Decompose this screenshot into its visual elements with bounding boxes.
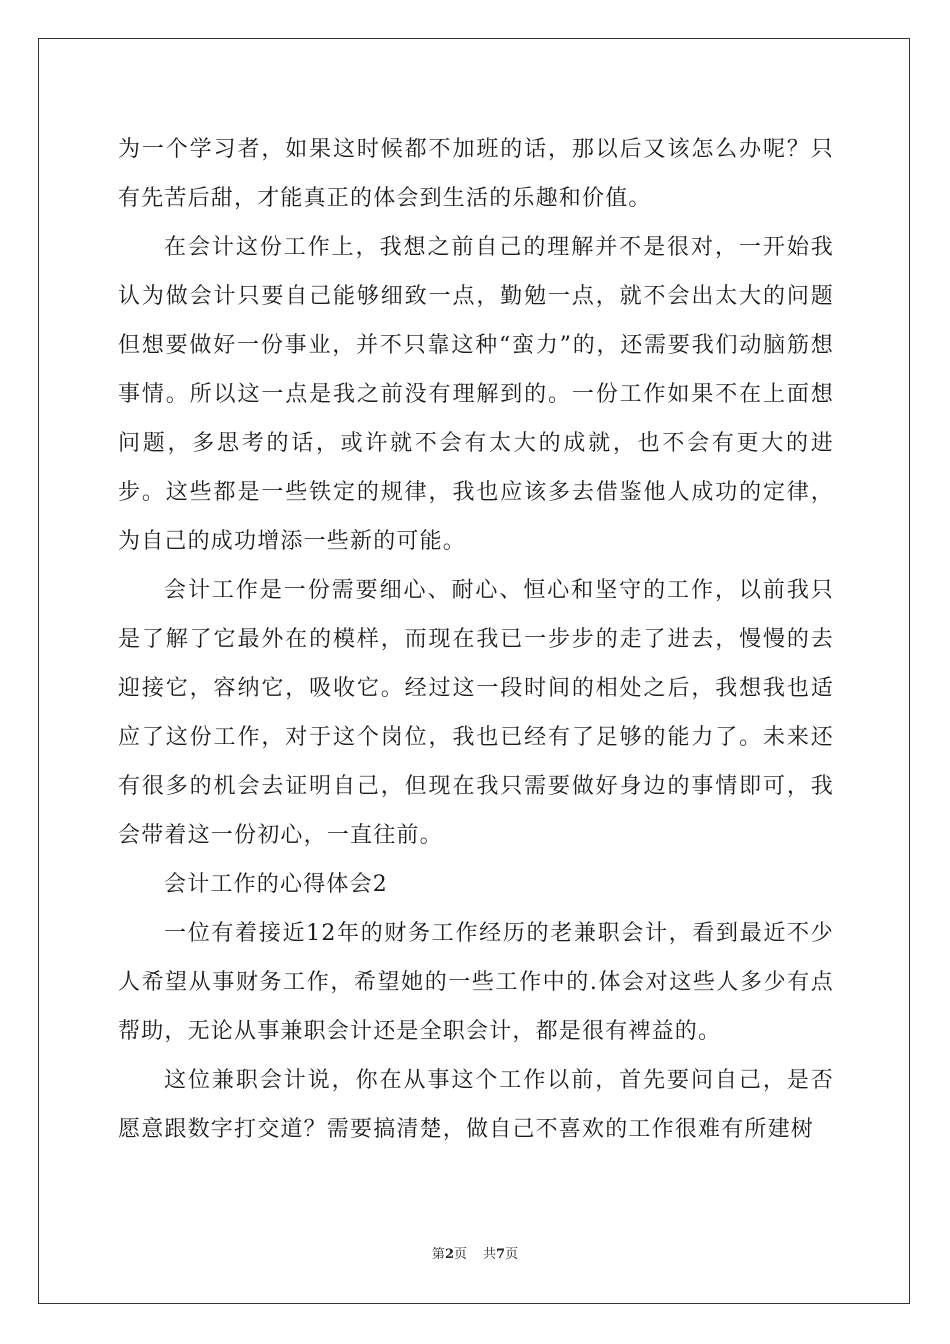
- paragraph: 在会计这份工作上，我想之前自己的理解并不是很对，一开始我认为做会计只要自己能够细致一点，勤勉一点，就不会出太大的问题但想要做好一份事业，并不只靠这种“蛮力”的，还需要我们动脑筋想事情。所以这一点是我之前没有理解到的。一份工作如果不在上面想问题，多思考的话，或许就不会有太大的成就，也不会有更大的进步。这些都是一些铁定的规律，我也应该多去借鉴他人成功的定律，为自己的成功增添一些新的可能。: [118, 235, 834, 554]
- total-suffix: 页: [505, 1247, 519, 1262]
- paragraph: 会计工作是一份需要细心、耐心、恒心和坚守的工作，以前我只是了解了它最外在的模样，而现在我已一步步的走了进去，慢慢的去迎接它，容纳它，吸收它。经过这一段时间的相处之后，我想我也适应了这份工作，对于这个岗位，我也已经有了足够的能力了。未来还有很多的机会去证明自己，但现在我只需要做好身边的事情即可，我会带着这一份初心，一直往前。: [118, 578, 834, 848]
- document-body: [118, 125, 834, 1154]
- section-heading: 会计工作的心得体会2: [164, 872, 388, 897]
- total-prefix: 共: [483, 1247, 497, 1262]
- paragraph: 这位兼职会计说，你在从事这个工作以前，首先要问自己，是否愿意跟数字打交道？需要搞清楚，做自己不喜欢的工作很难有所建树: [118, 1068, 834, 1142]
- page-suffix: 页: [453, 1247, 467, 1262]
- paragraph: 一位有着接近12年的财务工作经历的老兼职会计，看到最近不少人希望从事财务工作，希望她的一些工作中的.体会对这些人多少有点帮助，无论从事兼职会计还是全职会计，都是很有裨益的。: [118, 921, 834, 1044]
- page-prefix: 第: [431, 1247, 445, 1262]
- paragraph-continuation: 为一个学习者，如果这时候都不加班的话，那以后又该怎么办呢？只有先苦后甜，才能真正的体会到生活的乐趣和价值。: [118, 137, 834, 211]
- page-footer: [0, 1243, 950, 1262]
- page-number: 2: [444, 1247, 454, 1262]
- total-pages: 7: [496, 1247, 506, 1262]
